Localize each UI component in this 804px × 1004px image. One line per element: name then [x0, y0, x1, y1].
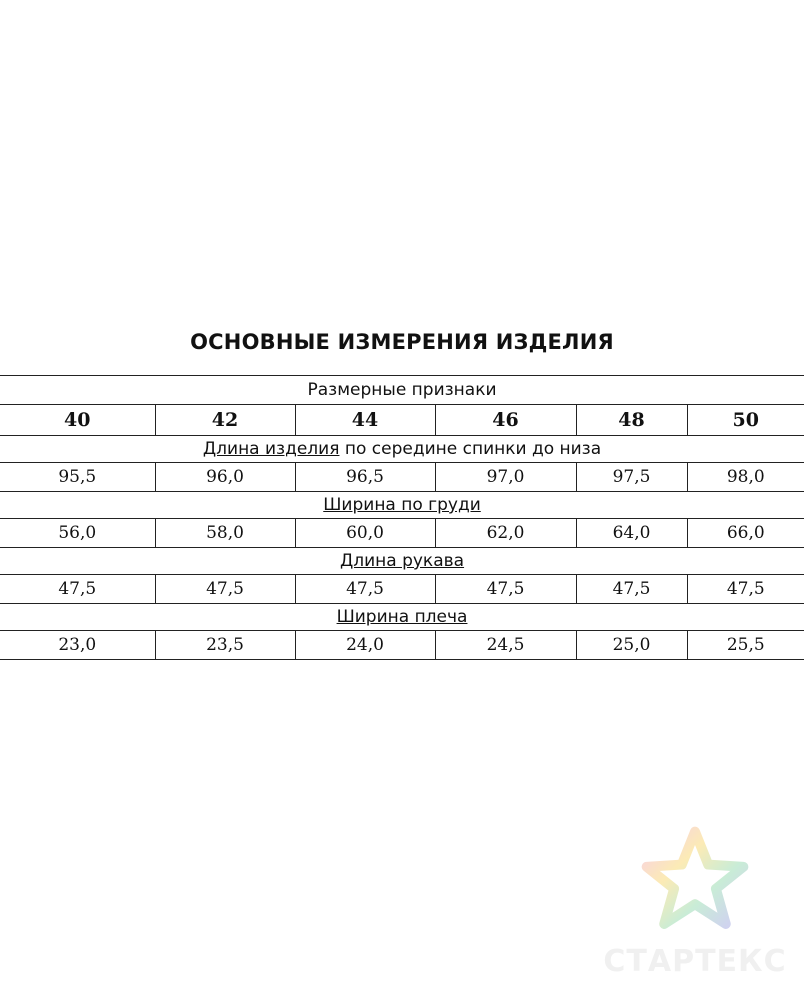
value-cell: 64,0 [576, 519, 687, 548]
section-label [0, 548, 804, 575]
page-title: ОСНОВНЫЕ ИЗМЕРЕНИЯ ИЗДЕЛИЯ [190, 330, 614, 354]
measurements-table [0, 375, 804, 660]
size-cell: 42 [155, 405, 295, 436]
value-cell: 25,0 [576, 631, 687, 660]
value-cell: 60,0 [295, 519, 435, 548]
section-label-underlined: Длина рукава [339, 551, 465, 571]
value-cell: 95,5 [0, 463, 155, 492]
table-header: Размерные признаки [0, 376, 804, 405]
value-cell: 24,0 [295, 631, 435, 660]
size-cell: 46 [435, 405, 576, 436]
size-cell: 48 [576, 405, 687, 436]
value-cell: 24,5 [435, 631, 576, 660]
watermark-text: СТАРТЕКС [603, 944, 787, 979]
value-cell: 47,5 [295, 575, 435, 604]
value-cell: 62,0 [435, 519, 576, 548]
size-cell: 50 [687, 405, 804, 436]
value-cell: 47,5 [155, 575, 295, 604]
size-cell: 44 [295, 405, 435, 436]
value-cell: 56,0 [0, 519, 155, 548]
value-cell: 47,5 [576, 575, 687, 604]
section-label-underlined: Длина изделия [202, 439, 340, 459]
section-label-underlined: Ширина по груди [323, 495, 481, 515]
value-cell: 25,5 [687, 631, 804, 660]
value-cell: 47,5 [687, 575, 804, 604]
section-label [0, 492, 804, 519]
value-cell: 96,0 [155, 463, 295, 492]
value-cell: 23,5 [155, 631, 295, 660]
value-cell: 97,5 [576, 463, 687, 492]
star-logo-icon [640, 825, 750, 935]
section-label [0, 436, 804, 463]
value-cell: 96,5 [295, 463, 435, 492]
value-cell: 97,0 [435, 463, 576, 492]
value-cell: 98,0 [687, 463, 804, 492]
value-cell: 66,0 [687, 519, 804, 548]
section-label [0, 604, 804, 631]
value-cell: 47,5 [435, 575, 576, 604]
section-label-underlined: Ширина плеча [336, 607, 468, 627]
value-cell: 58,0 [155, 519, 295, 548]
value-cell: 23,0 [0, 631, 155, 660]
section-label-rest: по середине спинки до низа [339, 439, 602, 459]
value-cell: 47,5 [0, 575, 155, 604]
size-cell: 40 [0, 405, 155, 436]
